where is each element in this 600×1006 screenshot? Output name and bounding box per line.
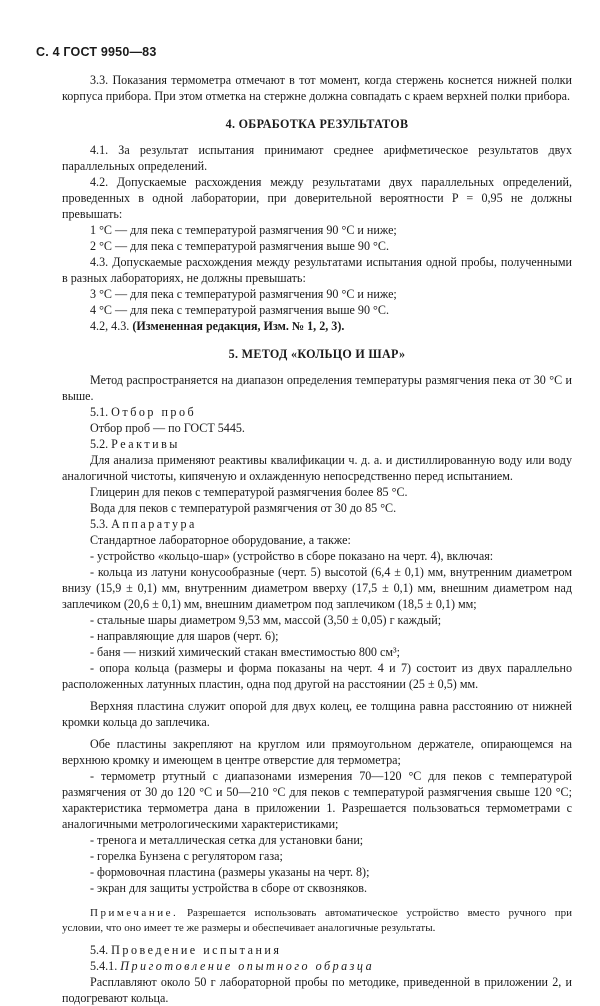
paragraph-5-intro: Метод распространяется на диапазон определения температуры размягчения пека от 30 °С и выше. [62, 373, 572, 403]
note [62, 906, 572, 936]
subsection-5-4-1-number: 5.4.1. [90, 959, 118, 973]
subsection-5-4-number: 5.4. [90, 943, 109, 957]
subsection-5-3-heading [62, 516, 572, 532]
paragraph-4-1: 4.1. За результат испытания принимают среднее арифметическое результатов двух параллельных определений. [62, 143, 572, 173]
subsection-5-1-number: 5.1. [90, 405, 109, 419]
note-text: Разрешается использовать автоматическое устройство вместо ручного при условии, что оно имеет те же размеры и обеспечивает аналогичные результаты. [62, 907, 573, 934]
paragraph-5-2-b: Глицерин для пеков с температурой размягчения более 85 °С. [90, 485, 408, 499]
paragraph-4-2: 4.2. Допускаемые расхождения между результатами двух параллельных определений, проведенных в одной лаборатории, при доверительной вероятности P = 0,95 не должны превышать: [62, 175, 572, 221]
paragraph-upper-plate: Верхняя пластина служит опорой для двух колец, ее толщина равна расстоянию от нижней кромки кольца до заплечика. [62, 699, 572, 729]
subsection-5-4-title: Проведение испытания [111, 943, 282, 957]
document-body [62, 72, 572, 1006]
subsection-5-4-1-heading [62, 958, 572, 974]
subsection-5-1-heading [62, 404, 572, 420]
note-label: Примечание. [90, 907, 179, 919]
subsection-5-3-number: 5.3. [90, 517, 109, 531]
paragraph-4-3-a: 3 °С — для пека с температурой размягчения 90 °С и ниже; [90, 287, 397, 301]
paragraph-4-2-a: 1 °С — для пека с температурой размягчения 90 °С и ниже; [90, 223, 397, 237]
subsection-5-3-title: Аппаратура [111, 517, 197, 531]
subsection-5-2-heading [62, 436, 572, 452]
subsection-5-2-number: 5.2. [90, 437, 109, 451]
amendment-prefix: 4.2, 4.3. [90, 319, 130, 333]
subsection-5-4-heading [62, 942, 572, 958]
paragraph-3-3: 3.3. Показания термометра отмечают в тот момент, когда стержень коснется нижней полки корпуса прибора. При этом отметка на стержне должна совпадать с краем верхней полки прибора. [62, 73, 572, 103]
list-item-brass-rings: - кольца из латуни конусообразные (черт. 5) высотой (6,4 ± 0,1) мм, внутренним диаметром внизу (15,9 ± 0,1) мм, внутренним диаметром вверху (17,5 ± 0,1) мм, внешним диаметром над заплечиком (20,6 ± 0,1) мм, внешним диаметром под заплечиком (18,5 ± 0,1) мм; [62, 565, 572, 611]
list-item-thermometer: - термометр ртутный с диапазонами измерения 70—120 °С для пеков с температурой размягчения от 30 до 120 °С и 50—210 °С для пеков с температурой размягчения свыше 120 °С; характеристика термометра дана в приложении 1. Разрешается пользоваться термометрами с аналогичными метрологическими характеристиками; [62, 769, 572, 831]
paragraph-4-3: 4.3. Допускаемые расхождения между результатами испытания одной пробы, полученными в разных лабораториях, не должны превышать: [62, 255, 572, 285]
list-item-draft-screen: - экран для защиты устройства в сборе от сквозняков. [90, 881, 368, 895]
paragraph-plates-holder: Обе пластины закрепляют на круглом или прямоугольном держателе, опирающемся на верхнюю кромку и имеющем в центре отверстие для термометра; [62, 737, 572, 767]
list-item-tripod: - тренога и металлическая сетка для установки бани; [90, 833, 364, 847]
amendment-text: (Измененная редакция, Изм. № 1, 2, 3). [132, 319, 345, 333]
section-4-title: 4. ОБРАБОТКА РЕЗУЛЬТАТОВ [225, 117, 409, 131]
subsection-5-1-title: Отбор проб [111, 405, 197, 419]
list-item-bunsen-burner: - горелка Бунзена с регулятором газа; [90, 849, 283, 863]
page-header: С. 4 ГОСТ 9950—83 [36, 45, 157, 59]
section-5-title: 5. МЕТОД «КОЛЬЦО И ШАР» [228, 347, 406, 361]
paragraph-4-2-b: 2 °С — для пека с температурой размягчения выше 90 °С. [90, 239, 389, 253]
list-item-mold-plate: - формовочная пластина (размеры указаны на черт. 8); [90, 865, 370, 879]
subsection-5-4-1-title: Приготовление опытного образца [120, 959, 375, 973]
list-item-bath: - баня — низкий химический стакан вместимостью 800 см³; [90, 645, 400, 659]
paragraph-5-2-a: Для анализа применяют реактивы квалификации ч. д. а. и дистиллированную воду или воду аналогичной чистоты, кипяченую и охлажденную непосредственно перед испытанием. [62, 453, 572, 483]
paragraph-5-2-c: Вода для пеков с температурой размягчения от 30 до 85 °С. [90, 501, 397, 515]
paragraph-5-4-1: Расплавляют около 50 г лабораторной пробы по методике, приведенной в приложении 2, и подогревают кольца. [62, 975, 572, 1005]
subsection-5-2-title: Реактивы [111, 437, 180, 451]
paragraph-5-1: Отбор проб — по ГОСТ 5445. [90, 421, 245, 435]
list-item-ring-ball-device: - устройство «кольцо-шар» (устройство в сборе показано на черт. 4), включая: [90, 549, 494, 563]
list-item-ring-support: - опора кольца (размеры и форма показаны на черт. 4 и 7) состоит из двух параллельно расположенных латунных пластин, одна под другой на расстоянии (25 ± 0,5) мм. [62, 661, 572, 691]
list-item-ball-guides: - направляющие для шаров (черт. 6); [90, 629, 279, 643]
paragraph-5-3-intro: Стандартное лабораторное оборудование, а также: [90, 533, 351, 547]
paragraph-4-3-b: 4 °С — для пека с температурой размягчения выше 90 °С. [90, 303, 389, 317]
list-item-steel-balls: - стальные шары диаметром 9,53 мм, массой (3,50 ± 0,05) г каждый; [90, 613, 442, 627]
amendment-note-4 [62, 318, 572, 334]
